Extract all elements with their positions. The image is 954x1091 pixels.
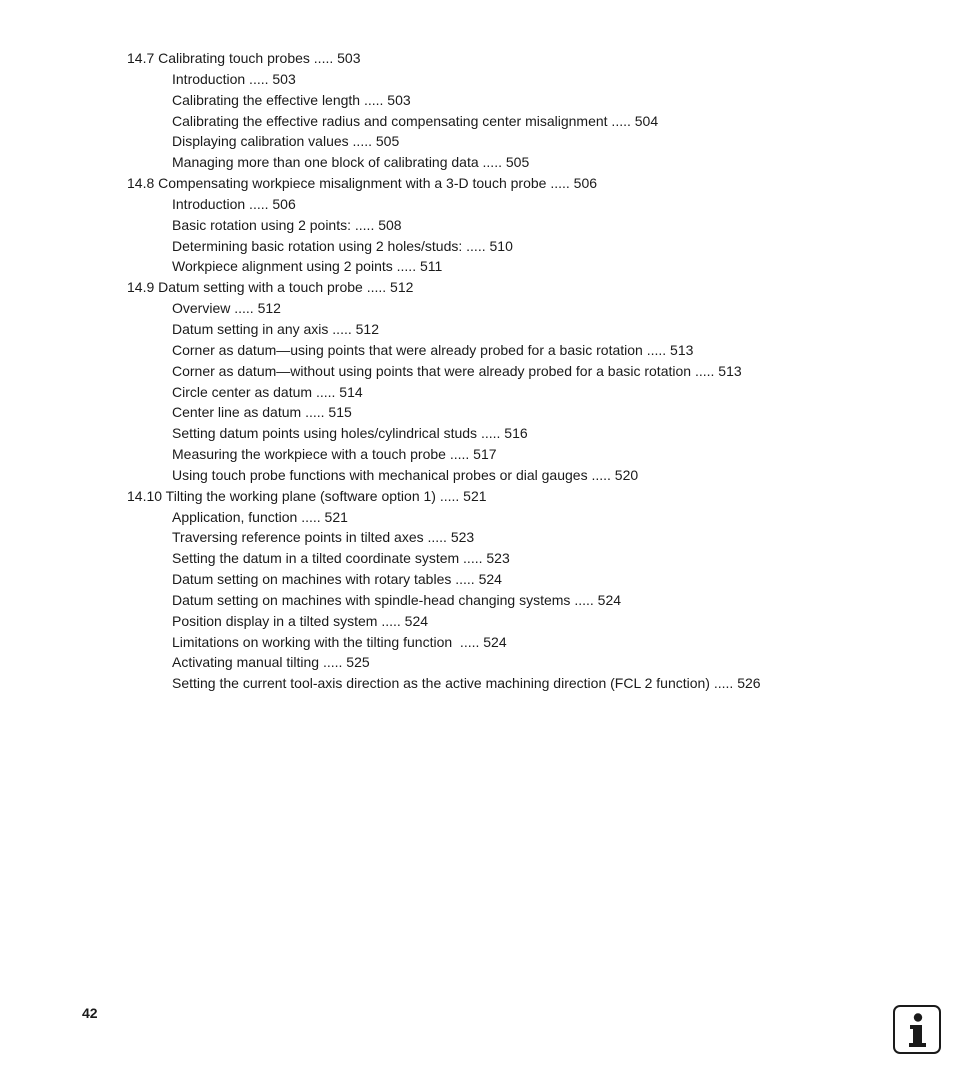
toc-subsection-entry: Setting datum points using holes/cylindrical studs ..... 516 — [172, 425, 528, 442]
toc-subsection-entry: Workpiece alignment using 2 points ..... 511 — [172, 258, 443, 275]
toc-subsection-entry: Using touch probe functions with mechanical probes or dial gauges ..... 520 — [172, 466, 639, 483]
toc-subsection-entry: Datum setting in any axis ..... 512 — [172, 320, 379, 337]
toc-subsection-entry: Datum setting on machines with rotary tables ..... 524 — [172, 571, 502, 588]
toc-subsection-entry: Limitations on working with the tilting function ..... 524 — [172, 633, 507, 650]
toc-subsection-entry: Calibrating the effective length ..... 503 — [172, 91, 411, 108]
page-number: 42 — [82, 1005, 98, 1021]
toc-subsection-entry: Datum setting on machines with spindle-head changing systems ..... 524 — [172, 591, 622, 608]
info-icon — [893, 1005, 941, 1054]
toc-subsection-entry: Calibrating the effective radius and compensating center misalignment ..... 504 — [172, 112, 659, 129]
table-of-contents — [127, 48, 927, 694]
toc-section-entry: 14.10 Tilting the working plane (software option 1) ..... 521 — [127, 487, 487, 504]
toc-subsection-entry: Measuring the workpiece with a touch probe ..... 517 — [172, 446, 497, 463]
toc-subsection-entry: Setting the datum in a tilted coordinate system ..... 523 — [172, 550, 510, 567]
toc-subsection-entry: Corner as datum—using points that were already probed for a basic rotation ..... 513 — [172, 341, 694, 358]
toc-subsection-entry: Setting the current tool-axis direction as the active machining direction (FCL 2 function) ..... 526 — [172, 675, 761, 692]
toc-subsection-entry: Traversing reference points in tilted axes ..... 523 — [172, 529, 475, 546]
toc-subsection-entry: Determining basic rotation using 2 holes/studs: ..... 510 — [172, 237, 513, 254]
toc-subsection-entry: Displaying calibration values ..... 505 — [172, 133, 400, 150]
toc-subsection-entry: Basic rotation using 2 points: ..... 508 — [172, 216, 402, 233]
toc-section-entry: 14.9 Datum setting with a touch probe ..... 512 — [127, 279, 414, 296]
toc-subsection-entry: Center line as datum ..... 515 — [172, 404, 352, 421]
toc-subsection-entry: Circle center as datum ..... 514 — [172, 383, 363, 400]
toc-subsection-entry: Application, function ..... 521 — [172, 508, 348, 525]
toc-subsection-entry: Activating manual tilting ..... 525 — [172, 654, 370, 671]
toc-subsection-entry: Managing more than one block of calibrating data ..... 505 — [172, 154, 530, 171]
toc-section-entry: 14.7 Calibrating touch probes ..... 503 — [127, 50, 361, 66]
toc-subsection-entry: Introduction ..... 503 — [172, 70, 296, 87]
toc-section-entry: 14.8 Compensating workpiece misalignment with a 3-D touch probe ..... 506 — [127, 175, 598, 192]
toc-subsection-entry: Introduction ..... 506 — [172, 195, 296, 212]
toc-subsection-entry: Overview ..... 512 — [172, 300, 281, 317]
toc-subsection-entry: Position display in a tilted system ..... 524 — [172, 612, 429, 629]
toc-subsection-entry: Corner as datum—without using points that were already probed for a basic rotation ..... 513 — [172, 362, 742, 379]
